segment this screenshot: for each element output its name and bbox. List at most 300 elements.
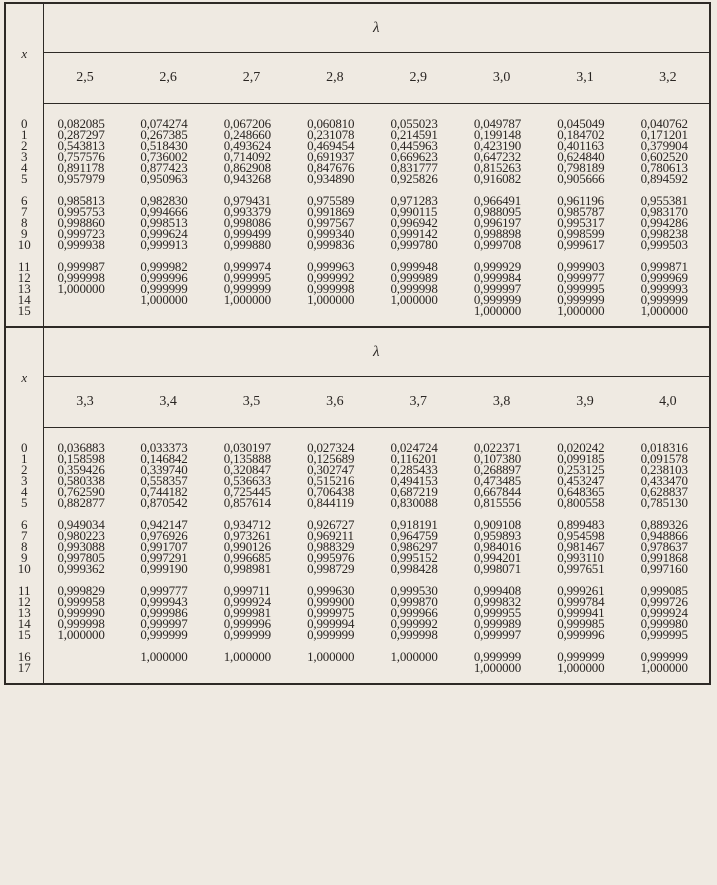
x-value: 15 — [5, 305, 43, 327]
probability-cell: 0,999995 — [640, 627, 688, 642]
probability-cell: 0,999900 — [307, 594, 355, 609]
probability-cell: 0,184702 — [557, 127, 605, 142]
probability-cell: 0,997567 — [307, 215, 355, 230]
probability-cell: 0,997160 — [640, 561, 688, 576]
probability-cell: 0,999998 — [390, 281, 438, 296]
probability-cell: 0,030197 — [223, 440, 271, 455]
probability-cell: 0,999997 — [140, 616, 188, 631]
probability-cell: 0,024724 — [390, 440, 438, 455]
probability-cell: 0,815556 — [473, 495, 522, 510]
probability-cell: 0,706438 — [307, 484, 355, 499]
probability-cell: 0,669623 — [390, 149, 438, 164]
probability-cell: 0,995317 — [557, 215, 605, 230]
x-value: 15 — [5, 629, 43, 640]
probability-cell: 0,628837 — [640, 484, 688, 499]
probability-cell: 0,999085 — [640, 583, 688, 598]
probability-cell: 0,997291 — [140, 550, 188, 565]
probability-cell: 0,934890 — [307, 171, 355, 186]
probability-cell: 0,957979 — [57, 171, 105, 186]
table-row — [5, 497, 710, 508]
x-value: 2 — [5, 140, 43, 151]
probability-cell: 0,667844 — [473, 484, 522, 499]
probability-cell: 0,982830 — [140, 193, 188, 208]
x-value: 13 — [5, 607, 43, 618]
probability-cell: 0,998599 — [557, 226, 605, 241]
probability-cell: 0,999999 — [140, 281, 188, 296]
probability-cell: 0,624840 — [557, 149, 605, 164]
x-column-header: x — [5, 3, 43, 104]
probability-cell: 0,045049 — [557, 116, 605, 131]
x-value: 14 — [5, 294, 43, 305]
probability-cell: 0,999784 — [557, 594, 605, 609]
table-row — [5, 453, 710, 464]
probability-cell: 0,999980 — [640, 616, 688, 631]
table-row — [5, 217, 710, 228]
table-row — [5, 563, 710, 574]
probability-cell: 0,999996 — [223, 616, 271, 631]
table-row — [5, 464, 710, 475]
probability-cell: 0,959893 — [473, 528, 522, 543]
lambda-value: 4,0 — [627, 377, 710, 428]
probability-cell: 0,135888 — [223, 451, 271, 466]
probability-cell: 0,040762 — [640, 116, 688, 131]
probability-cell: 0,359426 — [57, 462, 105, 477]
probability-cell: 0,518430 — [140, 138, 188, 153]
probability-cell: 0,847676 — [307, 160, 355, 175]
probability-cell: 0,999999 — [140, 627, 188, 642]
probability-cell: 0,999966 — [390, 605, 438, 620]
probability-cell: 0,067206 — [223, 116, 271, 131]
probability-cell: 0,999362 — [57, 561, 105, 576]
probability-cell: 0,285433 — [390, 462, 438, 477]
x-value: 0 — [5, 428, 43, 454]
probability-cell: 1,000000 — [473, 303, 522, 318]
probability-cell: 0,798189 — [557, 160, 605, 175]
probability-cell: 0,253125 — [557, 462, 605, 477]
probability-cell: 0,986297 — [390, 539, 438, 554]
probability-cell: 0,091578 — [640, 451, 688, 466]
probability-cell: 0,998860 — [57, 215, 105, 230]
lambda-value: 2,7 — [210, 53, 293, 104]
probability-cell: 0,999998 — [57, 270, 105, 285]
probability-cell: 0,999836 — [307, 237, 355, 252]
probability-cell: 0,022371 — [473, 440, 522, 455]
table-row — [5, 261, 710, 272]
table-row — [5, 206, 710, 217]
probability-cell: 0,494153 — [390, 473, 438, 488]
probability-cell: 0,943268 — [223, 171, 271, 186]
probability-cell: 0,171201 — [640, 127, 688, 142]
probability-cell — [377, 305, 460, 327]
probability-cell — [126, 662, 209, 684]
table-row — [5, 486, 710, 497]
probability-cell: 0,099185 — [557, 451, 605, 466]
probability-cell: 0,909108 — [473, 517, 522, 532]
x-value: 12 — [5, 272, 43, 283]
probability-cell: 0,999955 — [473, 605, 522, 620]
probability-cell — [43, 651, 126, 662]
probability-cell: 0,999142 — [390, 226, 438, 241]
probability-cell: 1,000000 — [57, 627, 105, 642]
probability-cell: 0,999617 — [557, 237, 605, 252]
probability-cell: 0,999996 — [140, 270, 188, 285]
table-row — [5, 585, 710, 596]
probability-cell: 1,000000 — [557, 660, 605, 675]
probability-cell — [210, 305, 293, 327]
probability-cell: 0,999880 — [223, 237, 271, 252]
probability-cell: 0,942147 — [140, 517, 188, 532]
probability-cell: 0,999992 — [390, 616, 438, 631]
probability-cell: 0,950963 — [140, 171, 188, 186]
lambda-value: 3,3 — [43, 377, 126, 428]
probability-cell: 0,999986 — [140, 605, 188, 620]
lambda-header: λ — [43, 328, 710, 377]
probability-cell: 0,988095 — [473, 204, 522, 219]
probability-cell: 0,998729 — [307, 561, 355, 576]
probability-cell: 0,949034 — [57, 517, 105, 532]
probability-cell: 0,999992 — [307, 270, 355, 285]
probability-cell: 0,736002 — [140, 149, 188, 164]
table-row — [5, 651, 710, 662]
probability-cell: 0,999998 — [390, 627, 438, 642]
table-row — [5, 629, 710, 640]
probability-cell: 0,998086 — [223, 215, 271, 230]
probability-cell: 0,027324 — [307, 440, 355, 455]
probability-cell: 0,691937 — [307, 149, 355, 164]
probability-cell: 0,999711 — [223, 583, 271, 598]
probability-cell: 0,894592 — [640, 171, 688, 186]
probability-cell: 0,999997 — [473, 281, 522, 296]
x-value: 5 — [5, 173, 43, 184]
probability-cell: 0,648365 — [557, 484, 605, 499]
probability-cell: 0,433470 — [640, 473, 688, 488]
probability-cell: 0,055023 — [390, 116, 438, 131]
probability-cell: 0,999999 — [557, 292, 605, 307]
probability-cell: 0,996685 — [223, 550, 271, 565]
probability-cell: 0,302747 — [307, 462, 355, 477]
probability-cell: 0,238103 — [640, 462, 688, 477]
probability-cell: 0,831777 — [390, 160, 438, 175]
probability-cell: 0,999998 — [57, 616, 105, 631]
probability-cell: 0,994666 — [140, 204, 188, 219]
probability-cell: 0,979431 — [223, 193, 271, 208]
probability-cell: 0,978637 — [640, 539, 688, 554]
probability-cell: 0,999963 — [307, 259, 355, 274]
probability-cell: 0,714092 — [223, 149, 271, 164]
probability-cell: 0,966491 — [473, 193, 522, 208]
probability-cell: 0,889326 — [640, 517, 688, 532]
probability-cell: 0,473485 — [473, 473, 522, 488]
probability-cell: 0,955381 — [640, 193, 688, 208]
probability-cell — [293, 305, 376, 327]
probability-cell: 1,000000 — [473, 660, 522, 675]
x-value: 9 — [5, 552, 43, 563]
probability-cell: 0,036883 — [57, 440, 105, 455]
table-row — [5, 129, 710, 140]
probability-cell: 0,998898 — [473, 226, 522, 241]
lambda-value: 3,8 — [460, 377, 543, 428]
probability-cell: 0,999941 — [557, 605, 605, 620]
probability-cell: 0,018316 — [640, 440, 688, 455]
table-row — [5, 173, 710, 184]
x-value: 6 — [5, 195, 43, 206]
probability-cell: 0,999999 — [223, 627, 271, 642]
x-value: 4 — [5, 162, 43, 173]
probability-cell: 0,993088 — [57, 539, 105, 554]
probability-cell: 0,976926 — [140, 528, 188, 543]
probability-cell: 0,857614 — [223, 495, 271, 510]
probability-cell — [377, 662, 460, 684]
probability-cell: 0,998428 — [390, 561, 438, 576]
probability-cell: 0,999870 — [390, 594, 438, 609]
probability-cell: 1,000000 — [307, 649, 355, 664]
table-row — [5, 151, 710, 162]
lambda-value: 2,9 — [377, 53, 460, 104]
probability-cell — [210, 662, 293, 684]
probability-cell: 0,780613 — [640, 160, 688, 175]
probability-cell: 0,339740 — [140, 462, 188, 477]
table-row — [5, 607, 710, 618]
probability-cell: 0,998238 — [640, 226, 688, 241]
lambda-value: 3,2 — [627, 53, 710, 104]
probability-cell: 0,990126 — [223, 539, 271, 554]
probability-cell: 0,999999 — [640, 292, 688, 307]
table-row — [5, 530, 710, 541]
probability-cell: 0,558357 — [140, 473, 188, 488]
probability-cell: 0,980223 — [57, 528, 105, 543]
probability-cell: 0,762590 — [57, 484, 105, 499]
probability-cell: 0,199148 — [473, 127, 522, 142]
probability-cell: 0,999630 — [307, 583, 355, 598]
probability-cell: 0,891178 — [57, 160, 105, 175]
probability-cell: 0,870542 — [140, 495, 188, 510]
probability-cell: 0,994286 — [640, 215, 688, 230]
table-row — [5, 283, 710, 294]
probability-cell: 0,033373 — [140, 440, 188, 455]
probability-cell: 0,060810 — [307, 116, 355, 131]
table-row — [5, 519, 710, 530]
probability-cell: 0,999981 — [223, 605, 271, 620]
lambda-value: 3,6 — [293, 377, 376, 428]
probability-cell: 0,990115 — [390, 204, 438, 219]
probability-cell: 0,287297 — [57, 127, 105, 142]
probability-cell: 1,000000 — [223, 649, 271, 664]
probability-cell: 0,543813 — [57, 138, 105, 153]
poisson-distribution-table — [4, 2, 711, 685]
probability-cell: 0,998513 — [140, 215, 188, 230]
probability-cell: 0,248660 — [223, 127, 271, 142]
probability-cell: 0,984016 — [473, 539, 522, 554]
probability-cell: 0,999969 — [640, 270, 688, 285]
probability-cell: 0,882877 — [57, 495, 105, 510]
probability-cell: 0,999726 — [640, 594, 688, 609]
lambda-header-row — [5, 328, 710, 377]
table-row — [5, 294, 710, 305]
probability-cell: 0,997805 — [57, 550, 105, 565]
probability-cell: 0,995976 — [307, 550, 355, 565]
probability-cell: 0,493624 — [223, 138, 271, 153]
probability-cell: 0,905666 — [557, 171, 605, 186]
probability-cell: 0,991707 — [140, 539, 188, 554]
x-value: 9 — [5, 228, 43, 239]
x-value: 6 — [5, 519, 43, 530]
probability-cell: 0,998071 — [473, 561, 522, 576]
table-row — [5, 195, 710, 206]
probability-cell: 0,999996 — [557, 627, 605, 642]
probability-cell: 0,800558 — [557, 495, 605, 510]
probability-cell: 0,379904 — [640, 138, 688, 153]
probability-cell: 0,934712 — [223, 517, 271, 532]
probability-cell: 0,862908 — [223, 160, 271, 175]
probability-cell: 0,999999 — [473, 649, 522, 664]
probability-cell: 1,000000 — [390, 292, 438, 307]
x-value: 8 — [5, 541, 43, 552]
probability-cell: 0,999989 — [390, 270, 438, 285]
probability-cell: 0,999985 — [557, 616, 605, 631]
probability-cell: 0,999977 — [557, 270, 605, 285]
probability-cell: 0,995753 — [57, 204, 105, 219]
probability-cell: 0,453247 — [557, 473, 605, 488]
probability-cell: 0,925826 — [390, 171, 438, 186]
lambda-header: λ — [43, 3, 710, 53]
x-value: 10 — [5, 239, 43, 250]
probability-cell: 0,969211 — [307, 528, 354, 543]
probability-cell: 0,158598 — [57, 451, 105, 466]
probability-cell: 0,899483 — [557, 517, 605, 532]
lambda-value: 2,8 — [293, 53, 376, 104]
probability-cell: 0,999723 — [57, 226, 105, 241]
probability-cell: 0,971283 — [390, 193, 438, 208]
table-row — [5, 228, 710, 239]
probability-cell: 0,983170 — [640, 204, 688, 219]
probability-cell — [126, 305, 209, 327]
probability-cell: 0,580338 — [57, 473, 105, 488]
lambda-values-row — [5, 377, 710, 428]
probability-cell: 0,999958 — [57, 594, 105, 609]
probability-cell: 0,647232 — [473, 149, 522, 164]
probability-cell: 0,999624 — [140, 226, 188, 241]
probability-cell: 1,000000 — [307, 292, 355, 307]
lambda-value: 3,7 — [377, 377, 460, 428]
probability-cell: 0,926727 — [307, 517, 355, 532]
x-value: 3 — [5, 475, 43, 486]
table-row — [5, 140, 710, 151]
probability-cell: 0,999938 — [57, 237, 105, 252]
probability-cell: 0,997651 — [557, 561, 605, 576]
probability-cell: 0,999530 — [390, 583, 438, 598]
probability-cell: 1,000000 — [140, 649, 188, 664]
probability-cell: 0,999974 — [223, 259, 271, 274]
probability-cell: 0,995152 — [390, 550, 438, 565]
x-value: 11 — [5, 261, 43, 272]
lambda-value: 3,5 — [210, 377, 293, 428]
x-value: 10 — [5, 563, 43, 574]
probability-cell: 0,757576 — [57, 149, 105, 164]
table-row — [5, 541, 710, 552]
probability-cell: 0,999999 — [307, 627, 355, 642]
probability-cell: 0,999780 — [390, 237, 438, 252]
probability-cell: 0,107380 — [473, 451, 522, 466]
x-value: 13 — [5, 283, 43, 294]
lambda-value: 3,9 — [543, 377, 626, 428]
table-row — [5, 239, 710, 250]
probability-cell: 0,999995 — [223, 270, 271, 285]
probability-cell: 0,999924 — [640, 605, 688, 620]
probability-cell: 0,999998 — [307, 281, 355, 296]
probability-cell: 0,815263 — [473, 160, 522, 175]
table-row — [5, 596, 710, 607]
probability-cell: 0,975589 — [307, 193, 355, 208]
lambda-values-row — [5, 53, 710, 104]
x-value: 7 — [5, 530, 43, 541]
probability-cell: 0,469454 — [307, 138, 355, 153]
lambda-value: 3,4 — [126, 377, 209, 428]
probability-cell: 0,996197 — [473, 215, 522, 230]
probability-cell — [43, 305, 126, 327]
probability-cell: 0,999913 — [140, 237, 188, 252]
probability-cell: 0,954598 — [557, 528, 605, 543]
probability-cell: 0,744182 — [140, 484, 188, 499]
probability-cell: 0,999924 — [223, 594, 271, 609]
probability-cell: 1,000000 — [140, 292, 188, 307]
x-value: 14 — [5, 618, 43, 629]
table-row — [5, 475, 710, 486]
table-row — [5, 618, 710, 629]
probability-cell: 0,536633 — [223, 473, 271, 488]
probability-cell: 0,999984 — [473, 270, 522, 285]
probability-cell: 0,998981 — [223, 561, 271, 576]
probability-cell: 0,999999 — [557, 649, 605, 664]
x-value: 0 — [5, 104, 43, 130]
table-row — [5, 104, 710, 130]
lambda-value: 3,1 — [543, 53, 626, 104]
x-value: 3 — [5, 151, 43, 162]
x-column-header: x — [5, 328, 43, 428]
probability-cell: 0,993379 — [223, 204, 271, 219]
lambda-header-row — [5, 3, 710, 53]
probability-cell: 0,116201 — [390, 451, 438, 466]
probability-cell — [43, 662, 126, 684]
probability-cell: 0,999995 — [557, 281, 605, 296]
probability-cell: 0,999903 — [557, 259, 605, 274]
table-row — [5, 552, 710, 563]
probability-cell: 0,999948 — [390, 259, 438, 274]
probability-cell: 0,401163 — [557, 138, 604, 153]
probability-cell: 0,268897 — [473, 462, 522, 477]
probability-cell: 0,999499 — [223, 226, 271, 241]
probability-cell: 0,999975 — [307, 605, 355, 620]
probability-cell: 0,994201 — [473, 550, 522, 565]
probability-cell: 0,948866 — [640, 528, 688, 543]
probability-cell: 1,000000 — [640, 660, 688, 675]
x-value: 16 — [5, 651, 43, 662]
probability-cell: 0,999190 — [140, 561, 188, 576]
probability-cell: 0,999943 — [140, 594, 188, 609]
probability-cell: 0,918191 — [390, 517, 438, 532]
probability-cell: 0,999261 — [557, 583, 605, 598]
probability-cell: 0,991869 — [307, 204, 355, 219]
probability-cell: 1,000000 — [640, 303, 688, 318]
lambda-value: 3,0 — [460, 53, 543, 104]
probability-cell: 0,999989 — [473, 616, 522, 631]
probability-cell: 0,993110 — [557, 550, 604, 565]
table-row — [5, 162, 710, 173]
probability-cell: 0,320847 — [223, 462, 271, 477]
x-value: 12 — [5, 596, 43, 607]
x-value: 17 — [5, 662, 43, 684]
probability-cell: 0,999503 — [640, 237, 688, 252]
table-row — [5, 662, 710, 684]
